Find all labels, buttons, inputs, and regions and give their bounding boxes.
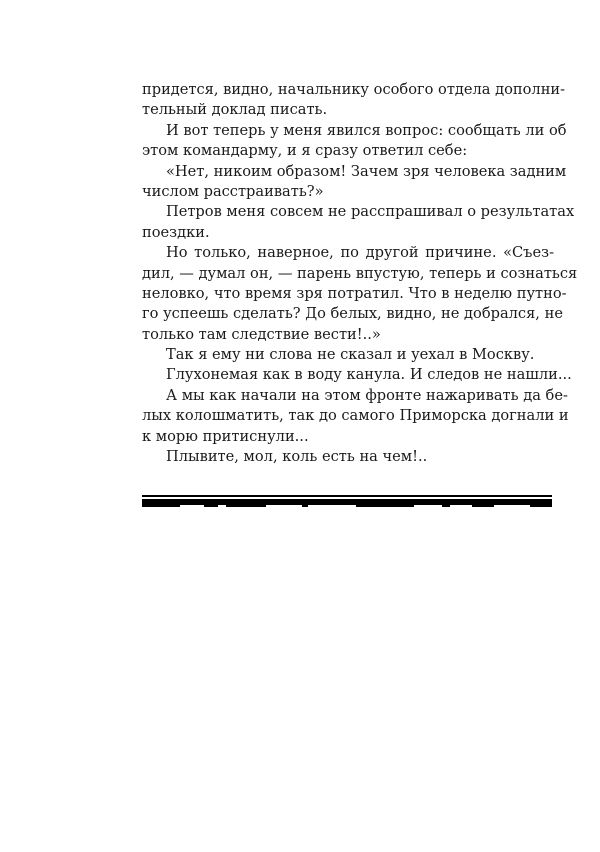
text-line: И вот теперь у меня явился вопрос: сообщать ли об (166, 121, 567, 139)
text-line: к морю притиснули... (142, 427, 309, 445)
text-line: «Нет, никоим образом! Зачем зря человека задним (166, 162, 567, 180)
text-line: Так я ему ни слова не сказал и уехал в Москву. (166, 346, 535, 364)
divider-ink-texture (142, 505, 552, 508)
text-line: Петров меня совсем не расспрашивал о результатах (166, 203, 575, 221)
text-line: поездки. (142, 223, 210, 241)
section-divider-thin (142, 495, 552, 497)
text-line: придется, видно, начальнику особого отдела дополни- (142, 81, 566, 98)
text-line: этом командарму, и я сразу ответил себе: (142, 142, 468, 160)
text-line: дил, — думал он, — парень впустую, теперь и сознаться (142, 264, 578, 282)
text-line: лых колошматить, так до самого Приморска догнали и (142, 407, 569, 425)
text-line: Но только, наверное, по другой причине. «Съез- (166, 244, 554, 262)
text-line: Плывите, мол, коль есть на чем!.. (166, 448, 428, 466)
text-line: го успеешь сделать? До белых, видно, не добрался, не (142, 305, 563, 323)
text-line: неловко, что время зря потратил. Что в неделю путно- (142, 284, 567, 302)
text-line: тельный доклад писать. (142, 101, 328, 119)
text-line: А мы как начали на этом фронте нажаривать да бе- (166, 386, 568, 404)
text-line: Глухонемая как в воду канула. И следов не нашли... (166, 366, 572, 384)
text-line: числом расстраивать?» (142, 182, 324, 200)
text-line: только там следствие вести!..» (142, 325, 381, 343)
body-text (142, 80, 578, 467)
